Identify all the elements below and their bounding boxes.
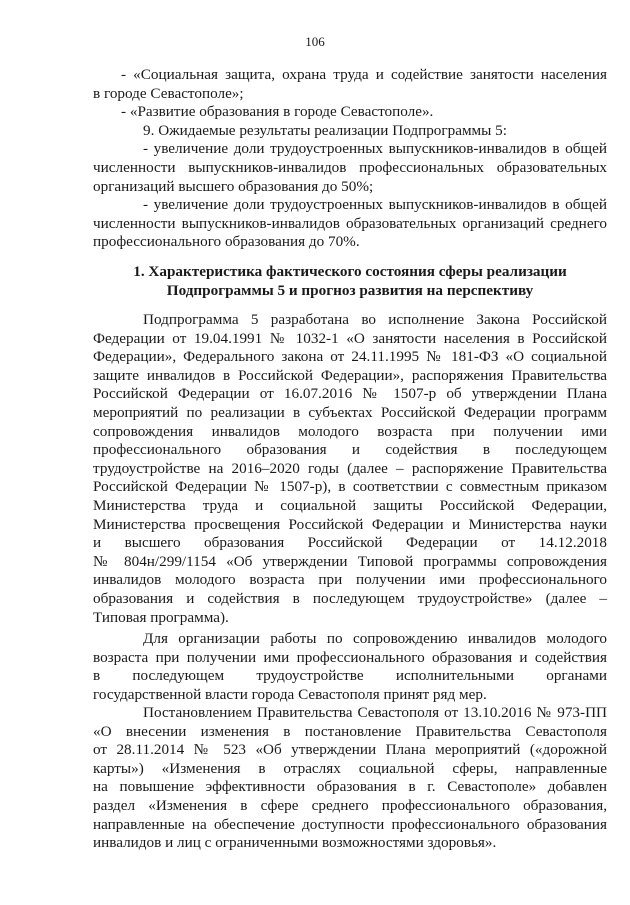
intro-line: численности выпускников-инвалидов образовательных организаций среднего: [93, 214, 607, 232]
section-heading: [93, 262, 607, 300]
paragraph-line: от 28.11.2014 № 523 «Об утверждении Плана мероприятий («дорожной: [93, 741, 607, 759]
paragraph-line: № 804н/299/1154 «Об утверждении Типовой программы сопровождения: [93, 552, 607, 570]
intro-line: - увеличение доли трудоустроенных выпускников-инвалидов в общей: [143, 140, 607, 158]
intro-line: - увеличение доли трудоустроенных выпускников-инвалидов в общей: [143, 196, 607, 214]
heading-line: 1. Характеристика фактического состояния сферы реализации: [133, 263, 567, 280]
heading-line: Подпрограммы 5 и прогноз развития на перспективу: [166, 282, 534, 299]
intro-line: профессионального образования до 70%.: [93, 233, 360, 251]
intro-list: [93, 66, 607, 252]
paragraph-line: и высшего образования Российской Федерации от 14.12.2018: [93, 534, 607, 552]
paragraph-line: профессионального образования и содействия в последующем: [93, 441, 607, 459]
paragraph-line: мероприятий по реализации в субъектах Российской Федерации программ: [93, 403, 607, 421]
paragraph-line: Для организации работы по сопровождению инвалидов молодого: [143, 630, 607, 647]
paragraph-line: Подпрограмма 5 разработана во исполнение Закона Российской: [143, 311, 607, 328]
paragraph-line: Российской Федерации № 1507-р), в соответствии с совместным приказом: [93, 478, 607, 496]
paragraph-line: инвалидов молодого возраста при получении ими профессионального: [93, 571, 607, 589]
paragraph-line: Федерации», Федерального закона от 24.11.1995 № 181-ФЗ «О социальной: [93, 348, 607, 366]
paragraph-line: на повышение эффективности образования в г. Севастополе» добавлен: [93, 778, 607, 796]
paragraph-line: возраста при получении ими профессионального образования и содействия: [93, 648, 607, 666]
paragraph-line: карты») «Изменения в отраслях социальной сферы, направленные: [93, 759, 607, 777]
paragraph-line: Министерства труда и социальной защиты Российской Федерации,: [93, 496, 607, 514]
paragraph-line: государственной власти города Севастополя принят ряд мер.: [93, 685, 487, 703]
intro-line: организаций высшего образования до 50%;: [93, 177, 374, 195]
paragraph-line: Федерации от 19.04.1991 № 1032-1 «О занятости населения в Российской: [93, 329, 607, 347]
intro-line: 9. Ожидаемые результаты реализации Подпрограммы 5:: [143, 121, 507, 139]
paragraph-line: Министерства просвещения Российской Федерации и Министерства науки: [93, 515, 607, 533]
paragraph-line: образования и содействия в последующем трудоустройстве» (далее –: [93, 589, 607, 607]
paragraph-3: [93, 704, 607, 853]
paragraph-line: трудоустройстве на 2016–2020 годы (далее – распоряжение Правительства: [93, 459, 607, 477]
page-number: 106: [305, 34, 325, 49]
intro-line: - «Развитие образования в городе Севастополе».: [121, 103, 434, 121]
paragraph-line: Российской Федерации от 16.07.2016 № 1507-р об утверждении Плана: [93, 385, 607, 403]
paragraph-line: сопровождения инвалидов молодого возраста при получении ими: [93, 422, 607, 440]
paragraph-line: «О внесении изменения в постановление Правительства Севастополя: [93, 722, 607, 740]
paragraph-1: [93, 311, 607, 627]
paragraph-line: направленные на обеспечение доступности профессионального образования: [93, 815, 607, 833]
paragraph-line: раздел «Изменения в сфере среднего профессионального образования,: [93, 796, 607, 814]
paragraph-line: Типовая программа).: [93, 608, 229, 626]
paragraph-line: в последующем трудоустройстве исполнительными органами: [93, 667, 607, 685]
paragraph-2: [93, 630, 607, 704]
intro-line: - «Социальная защита, охрана труда и содействие занятости населения: [121, 66, 607, 83]
intro-line: в городе Севастополе»;: [93, 84, 244, 102]
paragraph-line: защите инвалидов в Российской Федерации», распоряжения Правительства: [93, 366, 607, 384]
intro-line: численности выпускников-инвалидов профессиональных образовательных: [93, 158, 607, 176]
paragraph-line: Постановлением Правительства Севастополя от 13.10.2016 № 973-ПП: [143, 704, 607, 721]
paragraph-line: инвалидов и лиц с ограниченными возможностями здоровья».: [93, 834, 497, 852]
